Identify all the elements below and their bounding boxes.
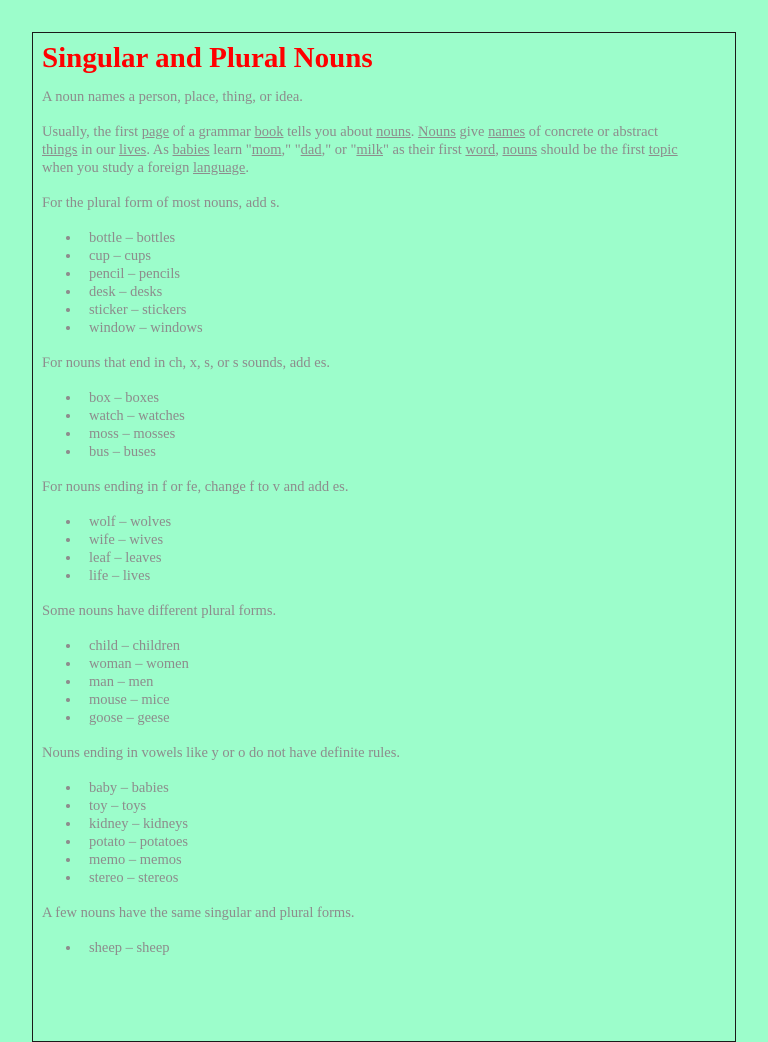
noun-list [42,939,692,957]
section-heading: Some nouns have different plural forms. [42,603,277,619]
list-item: stereo – stereos [89,869,692,887]
paragraph-text: learn " [209,142,252,158]
section-heading: A few nouns have the same singular and plural forms. [42,905,355,921]
paragraph-text: . [245,160,249,176]
link-topic[interactable]: topic [648,142,678,158]
list-item: leaf – leaves [89,549,692,567]
paragraph-text: give [455,124,489,140]
link-mom[interactable]: mom [251,142,282,158]
list-item: kidney – kidneys [89,815,692,833]
paragraph-text: . [410,124,419,140]
list-item: window – windows [89,319,692,337]
paragraph-text: ," " [281,142,301,158]
list-item: bottle – bottles [89,229,692,247]
sections-container [42,194,692,957]
paragraph-text: Usually, the first [42,124,142,140]
list-item: child – children [89,637,692,655]
intro-paragraph: A noun names a person, place, thing, or idea. [42,89,303,105]
link-babies[interactable]: babies [172,142,210,158]
list-item: life – lives [89,567,692,585]
paragraph-text: of a grammar [169,124,255,140]
section-heading: For nouns that end in ch, x, s, or s sounds, add es. [42,355,330,371]
link-nouns[interactable]: Nouns [418,124,456,140]
section-heading: For the plural form of most nouns, add s. [42,195,280,211]
list-item: wolf – wolves [89,513,692,531]
paragraph-text: should be the first [537,142,649,158]
link-dad[interactable]: dad [300,142,322,158]
list-item: woman – women [89,655,692,673]
link-milk[interactable]: milk [356,142,383,158]
paragraph-text: , [495,142,503,158]
noun-list [42,513,692,585]
paragraph-text: " as their first [382,142,466,158]
link-word[interactable]: word [465,142,496,158]
paragraph-text: of concrete or abstract [525,124,659,140]
paragraph-text: . As [146,142,173,158]
list-item: box – boxes [89,389,692,407]
list-item: cup – cups [89,247,692,265]
link-nouns[interactable]: nouns [376,124,411,140]
noun-list [42,229,692,337]
noun-list [42,779,692,887]
list-item: mouse – mice [89,691,692,709]
section-heading: Nouns ending in vowels like y or o do not have definite rules. [42,745,401,761]
link-things[interactable]: things [42,142,78,158]
article-content [42,40,692,974]
list-item: toy – toys [89,797,692,815]
link-language[interactable]: language [193,160,246,176]
paragraph-text: when you study a foreign [42,160,194,176]
list-item: goose – geese [89,709,692,727]
list-item: man – men [89,673,692,691]
page-title: Singular and Plural Nouns [42,42,373,74]
list-item: desk – desks [89,283,692,301]
list-item: memo – memos [89,851,692,869]
section-heading: For nouns ending in f or fe, change f to v and add es. [42,479,349,495]
paragraph-text: in our [77,142,119,158]
link-page[interactable]: page [141,124,170,140]
noun-list [42,389,692,461]
list-item: sticker – stickers [89,301,692,319]
list-item: pencil – pencils [89,265,692,283]
list-item: wife – wives [89,531,692,549]
paragraph-text: tells you about [283,124,377,140]
list-item: bus – buses [89,443,692,461]
link-book[interactable]: book [254,124,284,140]
link-names[interactable]: names [488,124,526,140]
list-item: baby – babies [89,779,692,797]
list-item: potato – potatoes [89,833,692,851]
list-item: moss – mosses [89,425,692,443]
body-paragraph [42,123,692,177]
paragraph-text: ," or " [321,142,357,158]
list-item: watch – watches [89,407,692,425]
list-item: sheep – sheep [89,939,692,957]
link-nouns[interactable]: nouns [502,142,538,158]
noun-list [42,637,692,727]
link-lives[interactable]: lives [118,142,147,158]
